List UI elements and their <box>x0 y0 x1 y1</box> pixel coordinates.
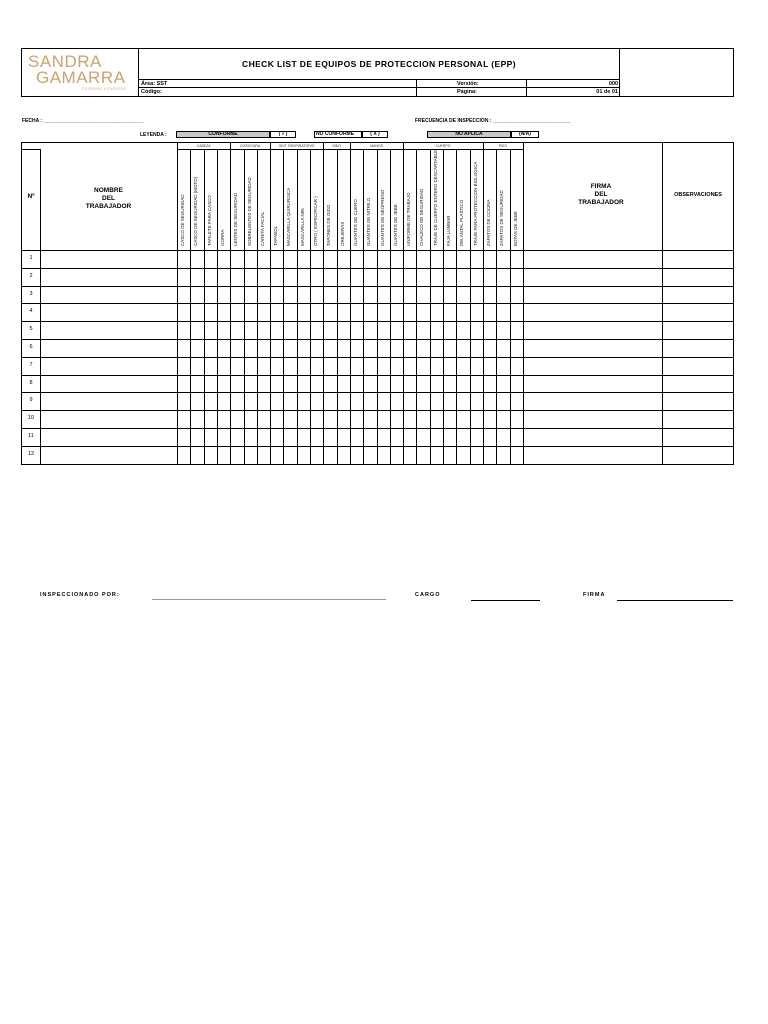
n-header: Nº <box>27 193 35 200</box>
epp-column-label: OTRO ( ESPECIFICAR ) <box>313 196 318 246</box>
cargo-label: CARGO <box>415 592 441 598</box>
legend-no-conforme-mark: ( X ) <box>362 131 388 138</box>
row-number: 4 <box>29 308 33 315</box>
item-column-divider <box>190 149 191 464</box>
row-number: 9 <box>29 397 33 404</box>
logo-text-line2: GAMARRA <box>36 68 126 87</box>
firma-line[interactable] <box>617 600 733 601</box>
item-column-divider <box>496 149 497 464</box>
item-column-divider <box>323 149 324 464</box>
inspeccionado-line[interactable] <box>152 599 386 600</box>
table-row <box>22 286 733 287</box>
epp-column-label: GUANTES DE NEOPRENO <box>379 189 385 246</box>
table-row <box>22 375 733 376</box>
version-label: Versión: <box>416 80 526 88</box>
epp-column-label: CHALECO DE SEGURIDAD <box>419 188 425 246</box>
group-row-divider <box>177 149 523 150</box>
row-number: 2 <box>29 272 33 279</box>
table-row <box>22 268 733 269</box>
legend-conforme-mark: ( √ ) <box>270 131 296 138</box>
version-value: 000 <box>526 80 620 88</box>
row-number: 12 <box>27 450 35 457</box>
row-number: 8 <box>29 379 33 386</box>
document-header <box>21 48 734 97</box>
epp-column-label: DELANTAL PLASTICO <box>459 199 465 246</box>
epp-checklist-table <box>21 142 734 465</box>
item-column-divider <box>390 149 391 464</box>
epp-column-label: CASCO DE SEGURIDAD <box>180 194 185 246</box>
item-column-divider <box>403 149 404 464</box>
top-row-divider <box>22 149 40 150</box>
group-label: CABEZA <box>196 144 211 148</box>
table-row <box>22 392 733 393</box>
row-number: 10 <box>27 415 35 422</box>
legend-no-aplica: NO APLICA <box>427 131 511 138</box>
item-column-divider <box>283 149 284 464</box>
epp-column-label: TAFILETE PARA CASCO <box>206 195 212 246</box>
row-number: 5 <box>29 326 33 333</box>
table-row <box>22 410 733 411</box>
epp-column-label: TAPONES DE OIDO <box>326 204 332 246</box>
firma-header: FIRMA DEL TRABAJADOR <box>578 183 624 206</box>
nombre-header: NOMBRE DEL TRABAJADOR <box>85 187 132 210</box>
item-column-divider <box>297 149 298 464</box>
epp-column-label: MASCARILLA N95 <box>299 208 305 246</box>
item-column-divider <box>416 149 417 464</box>
group-label: SIST. RESPIRATORIO <box>278 144 315 148</box>
group-label: OJOS/CARA <box>240 144 261 148</box>
epp-column-label: FAJA LUMBAR <box>446 215 451 246</box>
inspeccionado-label: INSPECCIONADO POR: <box>40 592 120 598</box>
observaciones-header: OBSERVACIONES <box>674 192 722 198</box>
logo-text-line1: SANDRA <box>28 52 102 71</box>
item-column-divider <box>430 149 431 464</box>
row-number: 7 <box>29 361 33 368</box>
epp-column-label: GUANTES DE NITRILO <box>366 197 372 246</box>
group-label: PIES <box>498 144 507 148</box>
row-number: 1 <box>29 255 33 261</box>
item-column-divider <box>230 149 231 464</box>
epp-column-label: CASCO DE SEGURIDAD (MOTO) <box>193 176 199 246</box>
legend-no-conforme: NO CONFORME <box>314 131 362 138</box>
item-column-divider <box>310 149 311 464</box>
item-column-divider <box>510 149 511 464</box>
epp-column-label: SOBRELENTES DE SEGURIDAD <box>246 177 252 246</box>
item-column-divider <box>350 149 351 464</box>
legend-conforme: CONFORME <box>176 131 270 138</box>
frecuencia-field[interactable]: FRECUENCIA DE INSPECCION : ____________________________ <box>415 118 571 124</box>
epp-column-label: ZAPATOS DE COCINA <box>485 199 491 246</box>
item-column-divider <box>337 149 338 464</box>
row-number: 3 <box>29 290 33 297</box>
company-logo <box>22 49 139 96</box>
document-meta <box>139 79 620 96</box>
item-column-divider <box>483 149 484 464</box>
item-column-divider <box>456 149 457 464</box>
epp-column-label: MASCARILLA QUIRURGICA <box>286 187 292 246</box>
item-column-divider <box>244 149 245 464</box>
firma-label: FIRMA <box>583 592 606 598</box>
item-column-divider <box>363 149 364 464</box>
pagina-value: 01 de 01 <box>526 88 620 96</box>
item-column-divider <box>443 149 444 464</box>
epp-column-label: TAPABOL <box>273 225 279 246</box>
epp-column-label: BOTAS DE JEBE <box>512 211 518 246</box>
table-row <box>22 339 733 340</box>
epp-column-label: LENTES DE SEGURIDAD <box>233 192 239 246</box>
epp-column-label: ZAPATOS DE SEGURIDAD <box>499 190 505 246</box>
epp-column-label: GORRA <box>219 229 225 246</box>
fecha-field[interactable]: FECHA : ____________________________________ <box>22 118 144 124</box>
item-column-divider <box>217 149 218 464</box>
table-row <box>22 446 733 447</box>
epp-column-label: CARETA FACIAL <box>259 211 265 246</box>
item-column-divider <box>377 149 378 464</box>
n-column-divider <box>40 149 41 464</box>
table-row <box>22 303 733 304</box>
header-divider <box>22 250 733 251</box>
pagina-label: Página: <box>416 88 526 96</box>
item-column-divider <box>270 149 271 464</box>
area-label: Área: SST <box>141 81 168 87</box>
item-column-divider <box>204 149 205 464</box>
row-number: 11 <box>28 433 34 439</box>
row-number: 6 <box>29 344 33 350</box>
epp-column-label: UNIFORME DE TRABAJO <box>406 192 412 246</box>
group-label: MANOS <box>370 144 383 148</box>
cargo-line[interactable] <box>471 600 540 601</box>
logo-subtitle: CATERING & EVENTOS <box>82 87 127 91</box>
epp-column-label: GUANTES DE CUERO <box>352 199 358 246</box>
epp-column-label: TRAJE DE CUERPO ENTERO DESCARTABLE <box>432 149 438 246</box>
legend-no-aplica-mark: (N/A) <box>511 131 539 138</box>
group-label: CUERPO <box>435 144 451 148</box>
document-title: CHECK LIST DE EQUIPOS DE PROTECCION PERSONAL (EPP) <box>139 49 620 79</box>
epp-column-label: GUANTES DE JEBE <box>392 204 398 246</box>
group-label: OIDO <box>332 144 342 148</box>
epp-column-label: OREJERAS <box>339 221 345 246</box>
leyenda-label: LEYENDA : <box>140 132 167 138</box>
epp-column-label: TRAJE PARA PROTECCION BIOLOGICA <box>472 161 478 246</box>
item-column-divider <box>470 149 471 464</box>
table-row <box>22 321 733 322</box>
item-column-divider <box>257 149 258 464</box>
table-row <box>22 428 733 429</box>
codigo-label: Código: <box>141 89 162 95</box>
table-row <box>22 357 733 358</box>
